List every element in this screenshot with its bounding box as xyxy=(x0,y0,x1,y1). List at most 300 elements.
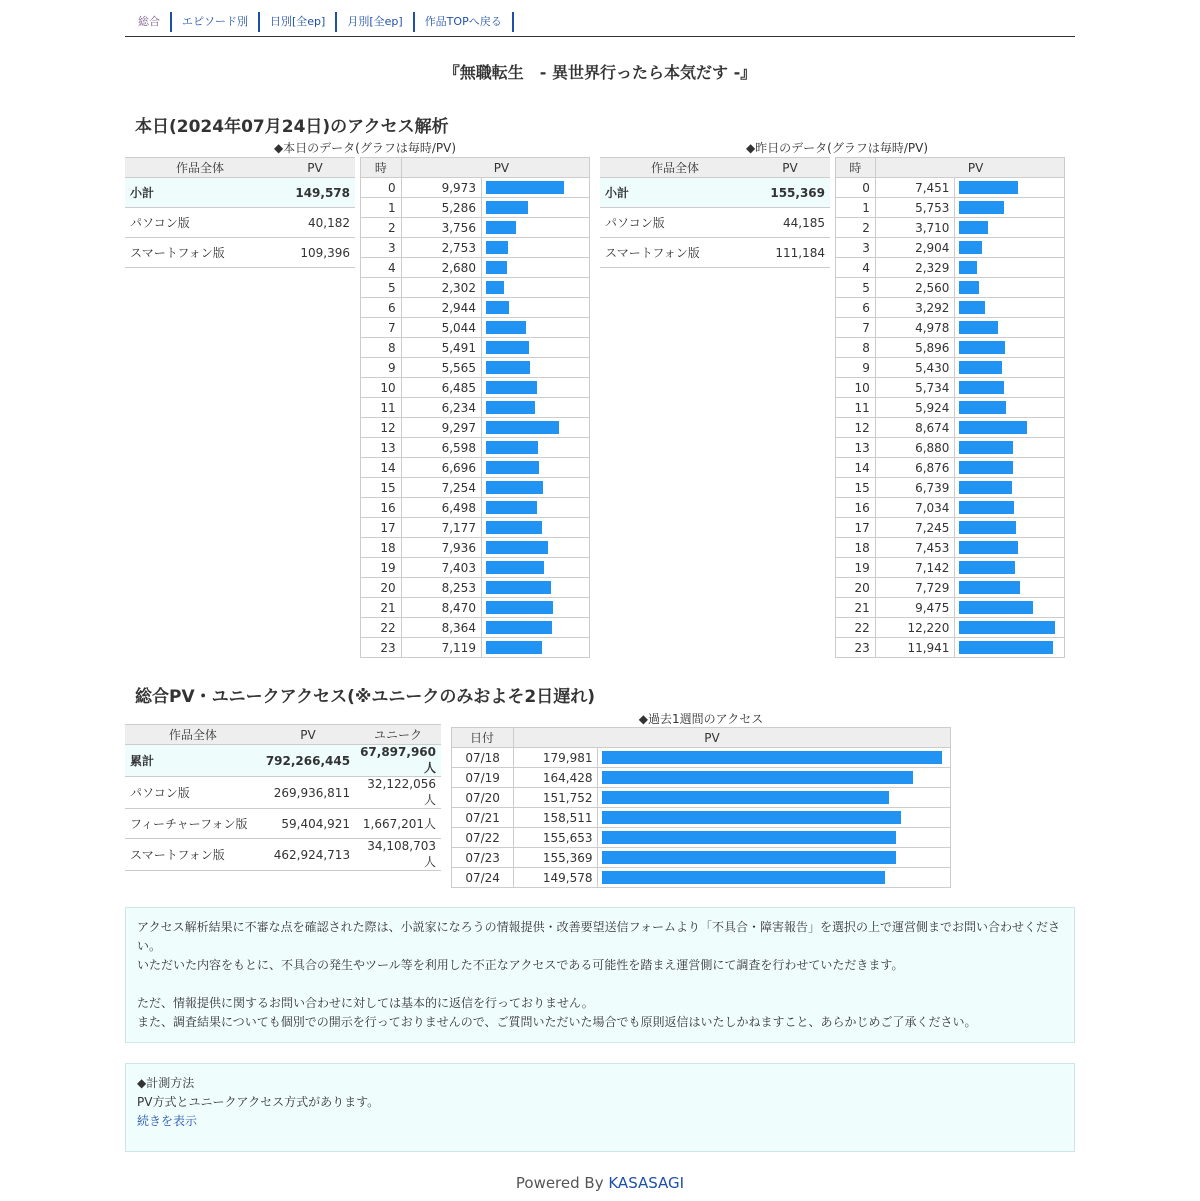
hour-cell: 6 xyxy=(361,298,402,318)
hour-cell: 6 xyxy=(836,298,876,318)
hour-row xyxy=(361,458,590,478)
bar-cell xyxy=(481,498,589,518)
footer xyxy=(125,1174,1075,1192)
hour-pv: 5,924 xyxy=(875,398,955,418)
bar-cell xyxy=(481,218,589,238)
bar-cell xyxy=(481,478,589,498)
hour-bar xyxy=(486,561,544,574)
row-label: スマートフォン版 xyxy=(125,238,275,268)
hour-pv: 6,234 xyxy=(401,398,481,418)
notice-line: また、調査結果についても個別での開示を行っておりませんので、ご質問いただいた場合でも原則返信はいたしかねますこと、あらかじめご了承ください。 xyxy=(137,1015,977,1029)
hour-pv: 2,753 xyxy=(401,238,481,258)
hour-row xyxy=(836,298,1065,318)
row-label: 小計 xyxy=(125,178,275,208)
hour-cell: 19 xyxy=(836,558,876,578)
table-row xyxy=(125,839,441,871)
hour-pv: 6,485 xyxy=(401,378,481,398)
hour-bar xyxy=(486,221,516,234)
notice-line: アクセス解析結果に不審な点を確認された際は、小説家になろうの情報提供・改善要望送信フォームより「不具合・障害報告」を選択の上で運営側までお問い合わせください。 xyxy=(137,920,1061,953)
hour-row xyxy=(836,378,1065,398)
hour-cell: 4 xyxy=(361,258,402,278)
hour-row xyxy=(361,378,590,398)
hour-row xyxy=(836,178,1065,198)
hour-row xyxy=(361,198,590,218)
table-row xyxy=(125,208,355,238)
table-row xyxy=(125,777,441,809)
bar-cell xyxy=(481,518,589,538)
hour-bar xyxy=(959,621,1055,634)
table-row xyxy=(600,178,830,208)
week-bar xyxy=(602,811,901,824)
hour-pv: 5,491 xyxy=(401,338,481,358)
hour-pv: 6,598 xyxy=(401,438,481,458)
hour-pv: 6,880 xyxy=(875,438,955,458)
row-label: 小計 xyxy=(600,178,750,208)
today-heading: 本日(2024年07月24日)のアクセス解析 xyxy=(135,117,449,137)
hour-cell: 11 xyxy=(361,398,402,418)
bar-cell xyxy=(955,618,1065,638)
hour-bar xyxy=(959,641,1053,654)
hour-row xyxy=(836,278,1065,298)
bar-cell xyxy=(481,198,589,218)
hour-cell: 9 xyxy=(361,358,402,378)
hour-cell: 16 xyxy=(361,498,402,518)
bar-cell xyxy=(955,318,1065,338)
row-pv: 149,578 xyxy=(275,178,355,208)
hour-row xyxy=(836,258,1065,278)
week-date: 07/21 xyxy=(452,808,514,828)
hour-bar xyxy=(959,481,1012,494)
bar-cell xyxy=(955,458,1065,478)
col-hour: 時 xyxy=(361,158,402,178)
hour-cell: 20 xyxy=(836,578,876,598)
method-title: ◆計測方法 xyxy=(137,1076,195,1090)
hour-bar xyxy=(959,301,985,314)
hour-row xyxy=(361,558,590,578)
hour-pv: 8,674 xyxy=(875,418,955,438)
hour-cell: 3 xyxy=(361,238,402,258)
hour-cell: 7 xyxy=(361,318,402,338)
hour-cell: 2 xyxy=(361,218,402,238)
hour-pv: 5,565 xyxy=(401,358,481,378)
hour-bar xyxy=(486,521,542,534)
hour-row xyxy=(836,458,1065,478)
row-unique: 1,667,201人 xyxy=(355,809,441,839)
hour-pv: 5,286 xyxy=(401,198,481,218)
hour-cell: 1 xyxy=(361,198,402,218)
total-heading: 総合PV・ユニークアクセス(※ユニークのみおよそ2日遅れ) xyxy=(135,687,595,707)
hour-bar xyxy=(486,361,530,374)
hour-pv: 7,451 xyxy=(875,178,955,198)
hour-pv: 7,245 xyxy=(875,518,955,538)
hour-bar xyxy=(959,441,1013,454)
week-pv: 158,511 xyxy=(514,808,598,828)
nav-overview[interactable]: 総合 xyxy=(125,12,172,32)
hour-bar xyxy=(486,201,528,214)
today-summary-table xyxy=(125,157,355,268)
row-label: 累計 xyxy=(125,745,261,777)
hour-bar xyxy=(959,281,979,294)
hour-pv: 6,739 xyxy=(875,478,955,498)
hour-bar xyxy=(486,341,529,354)
hour-pv: 5,753 xyxy=(875,198,955,218)
hour-bar xyxy=(486,241,508,254)
bar-cell xyxy=(955,598,1065,618)
hour-cell: 1 xyxy=(836,198,876,218)
bar-cell xyxy=(598,748,951,768)
week-row xyxy=(452,868,951,888)
hour-row xyxy=(361,218,590,238)
hour-row xyxy=(361,278,590,298)
bar-cell xyxy=(481,378,589,398)
week-date: 07/20 xyxy=(452,788,514,808)
table-row xyxy=(600,238,830,268)
bar-cell xyxy=(598,788,951,808)
hour-cell: 23 xyxy=(361,638,402,658)
bar-cell xyxy=(955,198,1065,218)
hour-bar xyxy=(486,321,526,334)
hour-cell: 5 xyxy=(361,278,402,298)
row-label: スマートフォン版 xyxy=(600,238,750,268)
hour-bar xyxy=(959,221,988,234)
col-pv: PV xyxy=(750,158,830,178)
hour-bar xyxy=(486,421,559,434)
hour-row xyxy=(361,578,590,598)
hour-row xyxy=(361,518,590,538)
nav-by-episode[interactable]: エピソード別 xyxy=(172,12,260,32)
col-pv: PV xyxy=(401,158,589,178)
hour-cell: 23 xyxy=(836,638,876,658)
total-summary-table xyxy=(125,724,441,871)
bar-cell xyxy=(955,338,1065,358)
bar-cell xyxy=(481,538,589,558)
row-label: スマートフォン版 xyxy=(125,839,261,871)
row-pv: 792,266,445 xyxy=(261,745,355,777)
hour-pv: 7,254 xyxy=(401,478,481,498)
bar-cell xyxy=(598,808,951,828)
hour-row xyxy=(836,218,1065,238)
hour-row xyxy=(361,258,590,278)
nav-daily[interactable]: 日別[全ep] xyxy=(260,12,337,32)
yesterday-hourly-table xyxy=(835,157,1065,658)
hour-bar xyxy=(486,401,535,414)
hour-bar xyxy=(959,361,1002,374)
hour-bar xyxy=(959,521,1016,534)
table-row xyxy=(125,178,355,208)
bar-cell xyxy=(955,518,1065,538)
hour-cell: 10 xyxy=(836,378,876,398)
row-pv: 462,924,713 xyxy=(261,839,355,871)
hour-cell: 8 xyxy=(836,338,876,358)
hour-row xyxy=(361,318,590,338)
bar-cell xyxy=(955,278,1065,298)
hour-row xyxy=(836,338,1065,358)
week-pv: 155,653 xyxy=(514,828,598,848)
row-label: フィーチャーフォン版 xyxy=(125,809,261,839)
hour-pv: 5,430 xyxy=(875,358,955,378)
hour-bar xyxy=(959,341,1005,354)
hour-pv: 9,475 xyxy=(875,598,955,618)
week-pv: 149,578 xyxy=(514,868,598,888)
hour-cell: 4 xyxy=(836,258,876,278)
hour-bar xyxy=(959,321,998,334)
table-row xyxy=(600,208,830,238)
today-caption: ◆本日のデータ(グラフは毎時/PV) xyxy=(273,141,457,155)
hour-cell: 8 xyxy=(361,338,402,358)
week-bar xyxy=(602,851,896,864)
bar-cell xyxy=(955,398,1065,418)
nav-back-to-work[interactable]: 作品TOPへ戻る xyxy=(415,12,514,32)
hour-row xyxy=(361,178,590,198)
hour-row xyxy=(836,638,1065,658)
col-hour: 時 xyxy=(836,158,876,178)
hour-cell: 13 xyxy=(836,438,876,458)
bar-cell xyxy=(481,178,589,198)
hour-cell: 21 xyxy=(836,598,876,618)
hour-row xyxy=(361,638,590,658)
row-pv: 111,184 xyxy=(750,238,830,268)
week-bar xyxy=(602,751,942,764)
hour-cell: 12 xyxy=(836,418,876,438)
bar-cell xyxy=(955,478,1065,498)
week-pv: 179,981 xyxy=(514,748,598,768)
bar-cell xyxy=(481,598,589,618)
hour-pv: 8,364 xyxy=(401,618,481,638)
bar-cell xyxy=(955,298,1065,318)
bar-cell xyxy=(598,848,951,868)
hour-row xyxy=(361,478,590,498)
hour-cell: 21 xyxy=(361,598,402,618)
bar-cell xyxy=(955,418,1065,438)
bar-cell xyxy=(955,258,1065,278)
week-row xyxy=(452,848,951,868)
week-row xyxy=(452,808,951,828)
hour-row xyxy=(361,438,590,458)
page xyxy=(125,0,1075,1201)
hour-bar xyxy=(486,641,542,654)
hour-cell: 17 xyxy=(361,518,402,538)
hour-pv: 6,876 xyxy=(875,458,955,478)
hour-cell: 7 xyxy=(836,318,876,338)
hour-bar xyxy=(486,461,539,474)
bar-cell xyxy=(481,278,589,298)
hour-cell: 20 xyxy=(361,578,402,598)
week-date: 07/19 xyxy=(452,768,514,788)
bar-cell xyxy=(481,338,589,358)
show-more-link[interactable]: 続きを表示 xyxy=(137,1114,198,1128)
bar-cell xyxy=(481,558,589,578)
hour-bar xyxy=(486,441,538,454)
yesterday-caption: ◆昨日のデータ(グラフは毎時/PV) xyxy=(745,141,929,155)
hour-pv: 6,696 xyxy=(401,458,481,478)
col-work: 作品全体 xyxy=(125,725,261,745)
hour-pv: 6,498 xyxy=(401,498,481,518)
method-box xyxy=(125,1063,1075,1152)
work-title: 『無職転生 - 異世界行ったら本気だす -』 xyxy=(443,63,757,82)
week-bar xyxy=(602,831,896,844)
bar-cell xyxy=(955,178,1065,198)
bar-cell xyxy=(481,418,589,438)
top-nav xyxy=(125,11,514,33)
hour-pv: 2,302 xyxy=(401,278,481,298)
bar-cell xyxy=(481,318,589,338)
hour-cell: 22 xyxy=(361,618,402,638)
hour-pv: 5,044 xyxy=(401,318,481,338)
bar-cell xyxy=(598,868,951,888)
bar-cell xyxy=(955,358,1065,378)
hour-pv: 7,119 xyxy=(401,638,481,658)
week-pv: 164,428 xyxy=(514,768,598,788)
hour-row xyxy=(836,438,1065,458)
hour-pv: 2,329 xyxy=(875,258,955,278)
hour-cell: 14 xyxy=(836,458,876,478)
week-table xyxy=(451,727,951,888)
row-label: パソコン版 xyxy=(600,208,750,238)
bar-cell xyxy=(955,578,1065,598)
row-pv: 155,369 xyxy=(750,178,830,208)
bar-cell xyxy=(955,378,1065,398)
hour-pv: 7,453 xyxy=(875,538,955,558)
bar-cell xyxy=(481,238,589,258)
col-work: 作品全体 xyxy=(600,158,750,178)
hour-cell: 0 xyxy=(836,178,876,198)
bar-cell xyxy=(481,638,589,658)
week-row xyxy=(452,768,951,788)
col-pv: PV xyxy=(514,728,951,748)
hour-bar xyxy=(486,181,564,194)
hour-cell: 22 xyxy=(836,618,876,638)
hour-bar xyxy=(486,601,553,614)
hour-cell: 12 xyxy=(361,418,402,438)
hour-bar xyxy=(959,401,1006,414)
row-unique: 67,897,960人 xyxy=(355,745,441,777)
hour-row xyxy=(361,418,590,438)
hour-pv: 2,904 xyxy=(875,238,955,258)
bar-cell xyxy=(481,438,589,458)
hour-pv: 3,756 xyxy=(401,218,481,238)
hour-row xyxy=(836,318,1065,338)
hour-bar xyxy=(486,581,551,594)
hour-pv: 12,220 xyxy=(875,618,955,638)
hour-bar xyxy=(486,481,543,494)
week-pv: 155,369 xyxy=(514,848,598,868)
week-date: 07/18 xyxy=(452,748,514,768)
hour-pv: 3,710 xyxy=(875,218,955,238)
hour-cell: 17 xyxy=(836,518,876,538)
row-label: パソコン版 xyxy=(125,777,261,809)
col-unique: ユニーク xyxy=(355,725,441,745)
hour-row xyxy=(836,418,1065,438)
hour-pv: 7,936 xyxy=(401,538,481,558)
hour-row xyxy=(836,398,1065,418)
bar-cell xyxy=(481,458,589,478)
hour-row xyxy=(361,498,590,518)
hour-pv: 8,470 xyxy=(401,598,481,618)
hour-pv: 7,403 xyxy=(401,558,481,578)
week-caption: ◆過去1週間のアクセス xyxy=(638,712,764,726)
hour-cell: 18 xyxy=(361,538,402,558)
hour-bar xyxy=(486,501,537,514)
bar-cell xyxy=(955,558,1065,578)
hour-pv: 7,034 xyxy=(875,498,955,518)
week-bar xyxy=(602,791,889,804)
hour-bar xyxy=(959,461,1013,474)
row-unique: 32,122,056人 xyxy=(355,777,441,809)
week-bar xyxy=(602,871,885,884)
hour-row xyxy=(361,618,590,638)
row-unique: 34,108,703人 xyxy=(355,839,441,871)
hour-bar xyxy=(959,421,1027,434)
hour-bar xyxy=(486,621,552,634)
bar-cell xyxy=(481,578,589,598)
hour-pv: 3,292 xyxy=(875,298,955,318)
hour-cell: 15 xyxy=(836,478,876,498)
col-pv: PV xyxy=(875,158,1064,178)
hour-cell: 5 xyxy=(836,278,876,298)
hour-bar xyxy=(486,281,504,294)
bar-cell xyxy=(955,538,1065,558)
row-pv: 269,936,811 xyxy=(261,777,355,809)
hour-bar xyxy=(486,541,548,554)
hour-row xyxy=(361,338,590,358)
kasasagi-link[interactable]: KASASAGI xyxy=(608,1174,685,1192)
hour-row xyxy=(836,478,1065,498)
hour-bar xyxy=(486,261,507,274)
yesterday-summary-table xyxy=(600,157,830,268)
hour-pv: 8,253 xyxy=(401,578,481,598)
hour-pv: 11,941 xyxy=(875,638,955,658)
hour-cell: 3 xyxy=(836,238,876,258)
bar-cell xyxy=(955,238,1065,258)
row-pv: 40,182 xyxy=(275,208,355,238)
hour-cell: 9 xyxy=(836,358,876,378)
bar-cell xyxy=(481,398,589,418)
bar-cell xyxy=(481,258,589,278)
bar-cell xyxy=(481,358,589,378)
hour-row xyxy=(361,238,590,258)
hour-row xyxy=(836,518,1065,538)
hour-cell: 0 xyxy=(361,178,402,198)
notice-line: いただいた内容をもとに、不具合の発生やツール等を利用した不正なアクセスである可能性を踏まえ運営側にて調査を行わせていただきます。 xyxy=(137,958,904,972)
hour-pv: 7,729 xyxy=(875,578,955,598)
hour-bar xyxy=(959,581,1020,594)
hour-pv: 7,177 xyxy=(401,518,481,538)
bar-cell xyxy=(598,828,951,848)
hour-row xyxy=(836,578,1065,598)
hour-row xyxy=(836,598,1065,618)
week-date: 07/24 xyxy=(452,868,514,888)
week-pv: 151,752 xyxy=(514,788,598,808)
hour-bar xyxy=(486,301,509,314)
hour-row xyxy=(836,618,1065,638)
week-date: 07/22 xyxy=(452,828,514,848)
table-row xyxy=(125,745,441,777)
bar-cell xyxy=(955,638,1065,658)
bar-cell xyxy=(955,218,1065,238)
hour-pv: 2,944 xyxy=(401,298,481,318)
hour-cell: 2 xyxy=(836,218,876,238)
hour-bar xyxy=(959,561,1015,574)
table-row xyxy=(125,809,441,839)
nav-monthly[interactable]: 月別[全ep] xyxy=(337,12,414,32)
hour-cell: 10 xyxy=(361,378,402,398)
hour-row xyxy=(836,238,1065,258)
row-label: パソコン版 xyxy=(125,208,275,238)
table-row xyxy=(125,238,355,268)
hour-bar xyxy=(959,501,1014,514)
method-text: PV方式とユニークアクセス方式があります。 xyxy=(137,1095,380,1109)
hour-bar xyxy=(959,201,1004,214)
